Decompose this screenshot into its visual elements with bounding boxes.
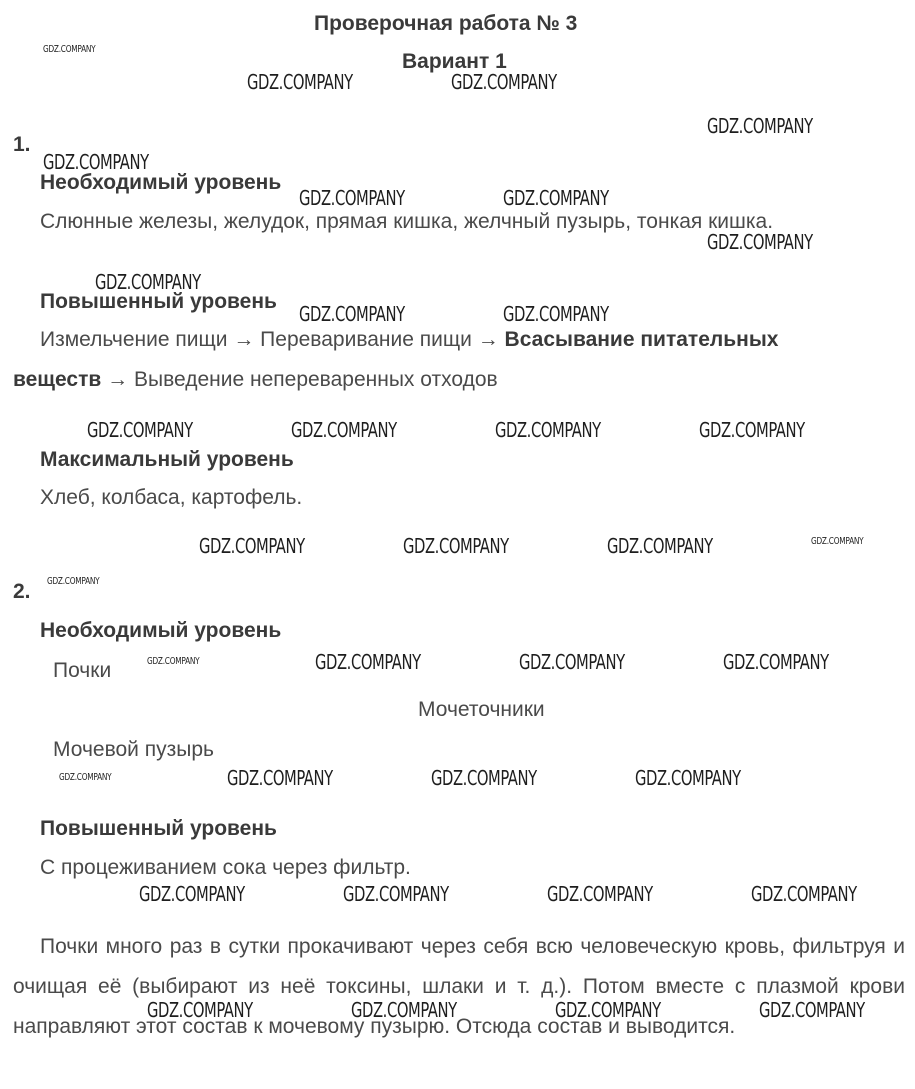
task2-advanced-answer: С процеживанием сока через фильтр. — [40, 856, 411, 879]
task1-advanced-answer — [13, 320, 905, 400]
watermark: GDZ.COMPANY — [699, 418, 805, 442]
watermark: GDZ.COMPANY — [315, 650, 421, 674]
watermark: GDZ.COMPANY — [147, 656, 200, 667]
organ-bladder: Мочевой пузырь — [53, 738, 214, 761]
organ-kidneys: Почки — [53, 659, 112, 682]
process-bold-step: Всасывание питательных — [504, 328, 779, 351]
task1-max-heading: Максимальный уровень — [40, 448, 294, 471]
process-steps: Измельчение пищи → Переваривание пищи → — [40, 328, 505, 351]
watermark: GDZ.COMPANY — [403, 534, 509, 558]
task1-basic-heading: Необходимый уровень — [40, 171, 282, 194]
watermark: GDZ.COMPANY — [59, 772, 112, 783]
watermark: GDZ.COMPANY — [707, 114, 813, 138]
watermark: GDZ.COMPANY — [811, 536, 864, 547]
watermark: GDZ.COMPANY — [299, 186, 405, 210]
watermark: GDZ.COMPANY — [451, 70, 557, 94]
watermark: GDZ.COMPANY — [759, 998, 865, 1022]
watermark: GDZ.COMPANY — [555, 998, 661, 1022]
process-final-step: → Выведение непереваренных отходов — [101, 368, 498, 391]
watermark: GDZ.COMPANY — [751, 882, 857, 906]
watermark: GDZ.COMPANY — [87, 418, 193, 442]
watermark: GDZ.COMPANY — [299, 302, 405, 326]
watermark: GDZ.COMPANY — [723, 650, 829, 674]
task-number-1: 1. — [13, 133, 31, 156]
watermark: GDZ.COMPANY — [199, 534, 305, 558]
watermark: GDZ.COMPANY — [503, 186, 609, 210]
page-title: Проверочная работа № 3 — [314, 12, 578, 35]
watermark: GDZ.COMPANY — [43, 44, 96, 55]
watermark: GDZ.COMPANY — [351, 998, 457, 1022]
watermark: GDZ.COMPANY — [47, 576, 100, 587]
task1-basic-answer: Слюнные железы, желудок, прямая кишка, желчный пузырь, тонкая кишка. — [40, 210, 774, 233]
watermark: GDZ.COMPANY — [247, 70, 353, 94]
watermark: GDZ.COMPANY — [607, 534, 713, 558]
watermark: GDZ.COMPANY — [139, 882, 245, 906]
watermark: GDZ.COMPANY — [707, 230, 813, 254]
explanation-text: Почки много раз в сутки прокачивают через себя всю человеческую кровь, фильтруя и очищая её (выбирают из неё токсины, шлаки и т. д.). Потом вместе с плазмой крови направляют этот состав к мочевому пузырю. Отсюда состав и выводится. — [13, 935, 905, 1038]
watermark: GDZ.COMPANY — [43, 150, 149, 174]
watermark: GDZ.COMPANY — [635, 766, 741, 790]
watermark: GDZ.COMPANY — [291, 418, 397, 442]
watermark: GDZ.COMPANY — [503, 302, 609, 326]
task2-explanation-paragraph — [13, 927, 905, 1047]
watermark: GDZ.COMPANY — [227, 766, 333, 790]
task2-basic-heading: Необходимый уровень — [40, 619, 282, 642]
variant-heading: Вариант 1 — [402, 50, 507, 73]
watermark: GDZ.COMPANY — [95, 270, 201, 294]
task1-advanced-heading: Повышенный уровень — [40, 290, 277, 313]
watermark: GDZ.COMPANY — [431, 766, 537, 790]
process-bold-step-cont: веществ — [13, 368, 102, 391]
watermark: GDZ.COMPANY — [495, 418, 601, 442]
watermark: GDZ.COMPANY — [147, 998, 253, 1022]
watermark: GDZ.COMPANY — [547, 882, 653, 906]
task-number-2: 2. — [13, 580, 31, 603]
watermark: GDZ.COMPANY — [519, 650, 625, 674]
watermark: GDZ.COMPANY — [343, 882, 449, 906]
task1-max-answer: Хлеб, колбаса, картофель. — [40, 486, 303, 509]
organ-ureters: Мочеточники — [418, 698, 545, 721]
task2-advanced-heading: Повышенный уровень — [40, 817, 277, 840]
